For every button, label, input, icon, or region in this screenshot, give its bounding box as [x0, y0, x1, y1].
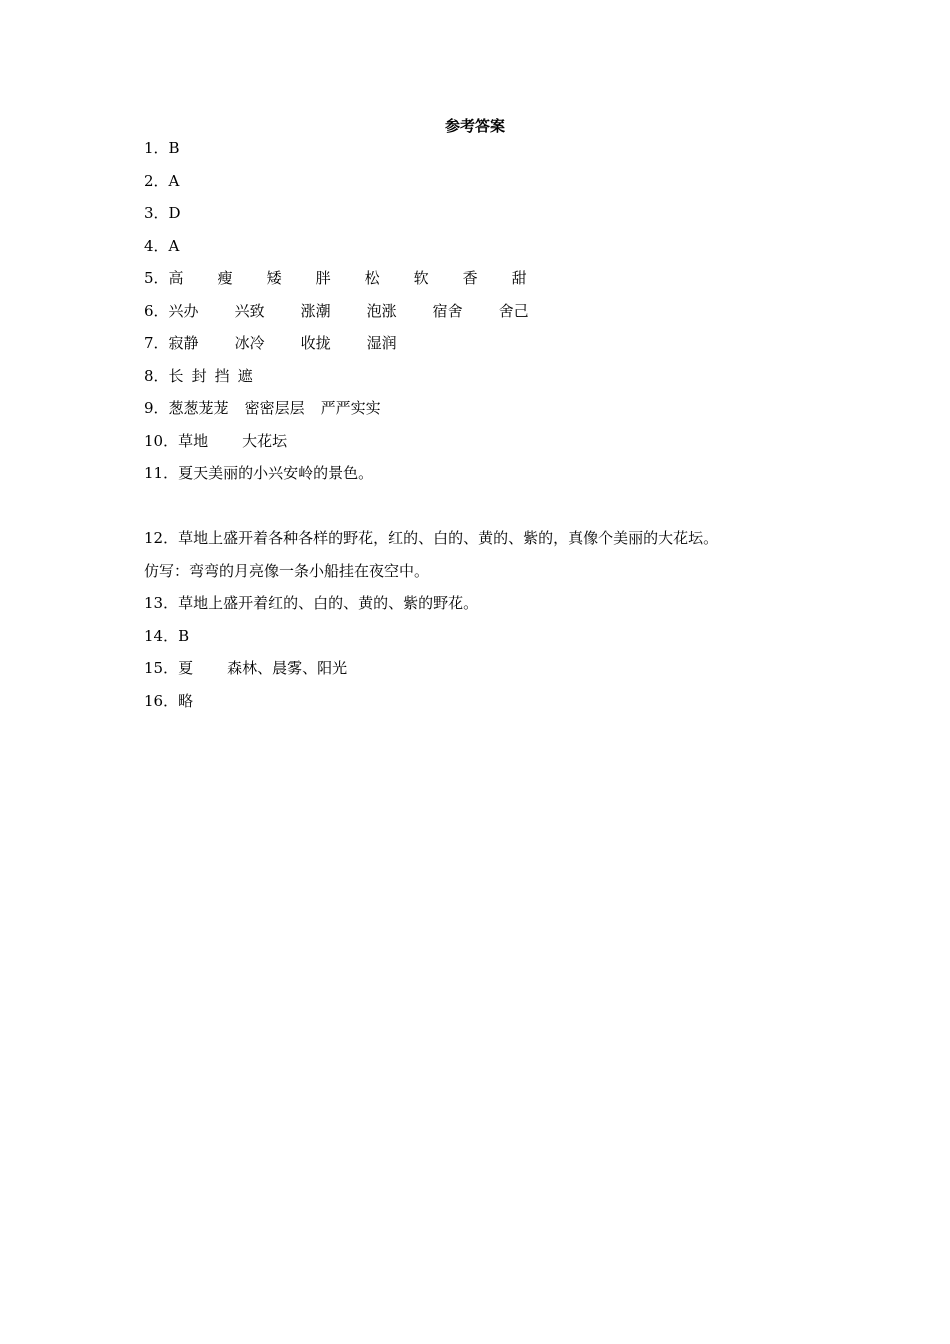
answer-text: B [178, 626, 190, 645]
answer-15 [144, 658, 824, 691]
answer-number: 1． [144, 139, 169, 157]
answer-word: 葱葱茏茏 [168, 399, 229, 417]
answer-number: 12． [144, 529, 179, 547]
answer-word: 涨潮 [300, 301, 331, 320]
answer-4 [144, 236, 824, 269]
answer-word: 兴办 [168, 301, 199, 320]
answer-number: 3． [144, 204, 169, 222]
answer-word: 舍己 [498, 301, 529, 320]
answer-text: D [168, 204, 181, 222]
answer-6 [144, 301, 824, 334]
answer-number: 6． [144, 301, 169, 320]
answer-14 [144, 626, 824, 659]
answer-text: 略 [178, 691, 194, 710]
answer-word: 遮 [237, 366, 253, 385]
answer-word: 密密层层 [244, 399, 305, 417]
answer-word: 高 [168, 269, 184, 287]
answer-7 [144, 333, 824, 366]
answer-word: 泡涨 [366, 301, 397, 320]
answer-12-imitation [144, 561, 824, 594]
answer-text: 仿写：弯弯的月亮像一条小船挂在夜空中。 [144, 561, 430, 580]
answer-list [144, 138, 824, 723]
answer-number: 16． [144, 691, 179, 710]
answer-10 [144, 431, 824, 464]
answer-word: 冰冷 [234, 334, 265, 352]
answer-3 [144, 203, 824, 236]
answer-word: 兴致 [234, 301, 265, 320]
answer-word: 矮 [266, 269, 282, 287]
answer-text: B [168, 139, 180, 157]
answer-word: 挡 [214, 366, 230, 385]
answer-text: A [168, 171, 180, 190]
answer-word: 湿润 [366, 334, 397, 352]
answer-number: 11． [144, 464, 179, 482]
answer-word: 甜 [511, 269, 527, 287]
answer-number: 9． [144, 399, 169, 417]
answer-word: 大花坛 [242, 431, 288, 450]
answer-16 [144, 691, 824, 724]
answer-text: 草地上盛开着各种各样的野花，红的、白的、黄的、紫的，真像个美丽的大花坛。 [178, 529, 719, 547]
answer-word: 松 [364, 269, 380, 287]
answer-word: 软 [413, 269, 429, 287]
answer-number: 8． [144, 366, 169, 385]
answer-5 [144, 268, 824, 301]
answer-13 [144, 593, 824, 626]
answer-text: 夏天美丽的小兴安岭的景色。 [178, 464, 374, 482]
answer-9 [144, 398, 824, 431]
answer-8 [144, 366, 824, 399]
answer-number: 7． [144, 334, 169, 352]
answer-word: 胖 [315, 269, 331, 287]
page-title: 参考答案 [444, 117, 505, 135]
answer-number: 4． [144, 236, 169, 255]
answer-word: 寂静 [168, 334, 199, 352]
answer-word: 瘦 [217, 269, 233, 287]
answer-number: 13． [144, 594, 179, 612]
answer-word: 草地 [178, 431, 209, 450]
answer-word: 夏 [178, 659, 194, 677]
answer-word: 收拢 [300, 334, 331, 352]
answer-12 [144, 528, 824, 561]
answer-word: 香 [462, 269, 478, 287]
answer-word: 长 [168, 366, 184, 385]
answer-2 [144, 171, 824, 204]
answer-1 [144, 138, 824, 171]
answer-word: 森林、晨雾、阳光 [227, 659, 348, 677]
answer-word: 严严实实 [320, 399, 381, 417]
answer-number: 10． [144, 431, 179, 450]
answer-number: 14． [144, 626, 179, 645]
answer-11 [144, 463, 824, 528]
answer-text: A [168, 236, 180, 255]
answer-number: 2． [144, 171, 169, 190]
answer-text: 草地上盛开着红的、白的、黄的、紫的野花。 [178, 594, 479, 612]
answer-word: 宿舍 [432, 301, 463, 320]
answer-word: 封 [191, 366, 207, 385]
answer-number: 5． [144, 269, 169, 287]
answer-number: 15． [144, 659, 179, 677]
